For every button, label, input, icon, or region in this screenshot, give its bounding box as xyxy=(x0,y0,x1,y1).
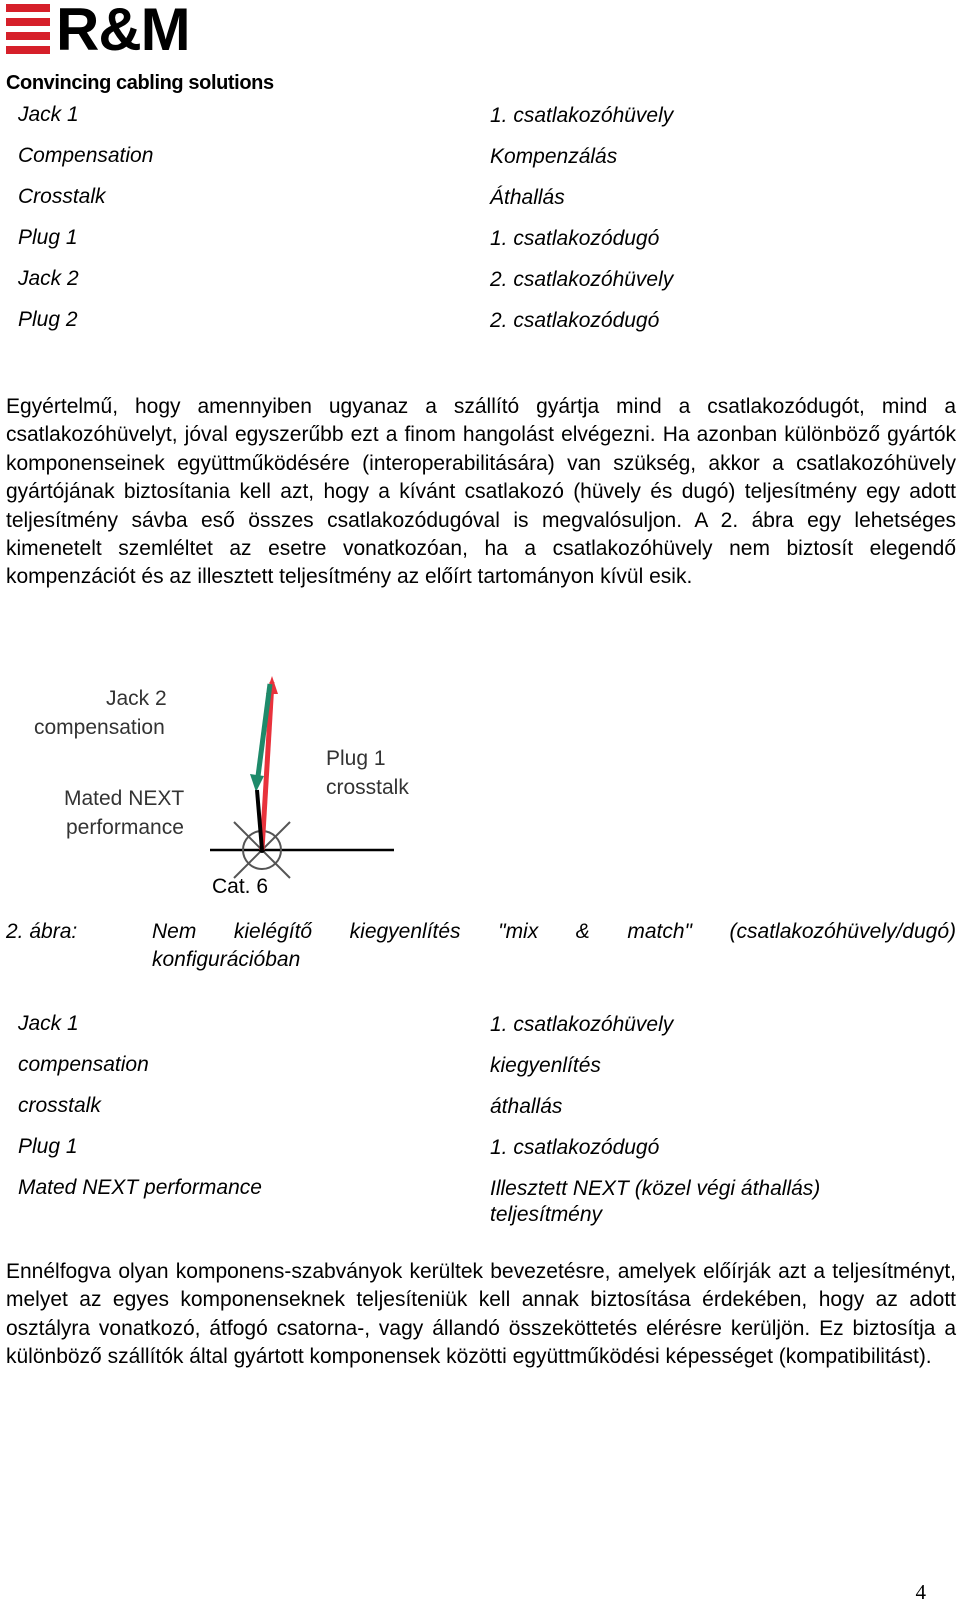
term-en: Plug 2 xyxy=(18,308,78,331)
label-performance: performance xyxy=(66,816,184,839)
term-hu: 1. csatlakozódugó xyxy=(490,1136,660,1159)
label-compensation: compensation xyxy=(34,716,165,739)
term-hu: 1. csatlakozóhüvely xyxy=(490,104,674,127)
label-mated-next: Mated NEXT xyxy=(64,787,185,810)
green-arrowhead-icon xyxy=(250,774,264,792)
term-en: Jack 1 xyxy=(18,103,79,126)
label-cat6: Cat. 6 xyxy=(212,875,269,898)
term-en: Compensation xyxy=(18,144,154,167)
label-crosstalk: crosstalk xyxy=(326,776,409,799)
logo-tagline: Convincing cabling solutions xyxy=(6,72,274,94)
body-paragraph-1: Egyértelmű, hogy amennyiben ugyanaz a szállító gyártja mind a csatlakozódugót, mind a csatlakozóhüvelyt, jóval egyszerűbb ezt a finom hangolást elvégezni. Ha azonban különböző gyártók komponenseinek együttműködésére (interoperabilitására) van szükség, akkor a csatlakozóhüvely gyártójának biztosítania kell azt, hogy a kívánt csatlakozó (hüvely és dugó) teljesítmény egy adott teljesítmény sávba eső összes csatlakozódugóval is megvalósuljon. A 2. ábra egy lehetséges kimenetelt szemléltet az esetre vonatkozóan, ha a csatlakozóhüvely nem biztosít elegendő kompenzációt és az illesztett teljesítmény az előírt tartományon kívül esik. xyxy=(6,395,956,589)
term-en: Crosstalk xyxy=(18,185,106,208)
caption-number: 2. ábra: xyxy=(6,920,78,943)
caption-text-line2: konfigurációban xyxy=(152,948,301,971)
term-hu: 1. csatlakozóhüvely xyxy=(490,1013,674,1036)
term-hu: 1. csatlakozódugó xyxy=(490,227,660,250)
term-hu: Kompenzálás xyxy=(490,145,618,168)
label-jack2: Jack 2 xyxy=(106,687,167,710)
term-en: compensation xyxy=(18,1053,149,1076)
body-paragraph-2: Ennélfogva olyan komponens-szabványok kerültek bevezetésre, amelyek előírják azt a teljesítményt, melyet az egyes komponenseknek teljesíteniük kell annak biztosítása érdekében, hogy az adott osztályra vonatkozó, átfogó csatorna-, vagy állandó összeköttetés elérésre kerüljön. Ez biztosítja a különböző szállítók által gyártott komponensek közötti együttműködési képességet (kompatibilitást). xyxy=(6,1260,956,1369)
logo-text: R&M xyxy=(56,0,190,63)
term-en: Plug 1 xyxy=(18,1135,78,1158)
term-hu: Áthallás xyxy=(490,186,565,209)
term-hu: Illesztett NEXT (közel végi áthallás) teljesítmény xyxy=(490,1177,821,1226)
term-en: Plug 1 xyxy=(18,226,78,249)
figure-2-diagram xyxy=(30,672,430,906)
term-en: crosstalk xyxy=(18,1094,101,1117)
term-en: Jack 2 xyxy=(18,267,79,290)
term-hu: 2. csatlakozóhüvely xyxy=(490,268,674,291)
label-plug1: Plug 1 xyxy=(326,747,386,770)
caption-text-line1: Nem kielégítő kiegyenlítés "mix & match" (csatlakozóhüvely/dugó) xyxy=(152,920,956,943)
page-number: 4 xyxy=(915,1580,926,1604)
mated-next-vector xyxy=(257,790,262,850)
logo-bars-icon xyxy=(6,4,50,54)
term-hu: 2. csatlakozódugó xyxy=(490,309,660,332)
term-hu: kiegyenlítés xyxy=(490,1054,601,1077)
term-en: Mated NEXT performance xyxy=(18,1176,262,1199)
term-hu: áthallás xyxy=(490,1095,563,1118)
term-en: Jack 1 xyxy=(18,1012,79,1035)
